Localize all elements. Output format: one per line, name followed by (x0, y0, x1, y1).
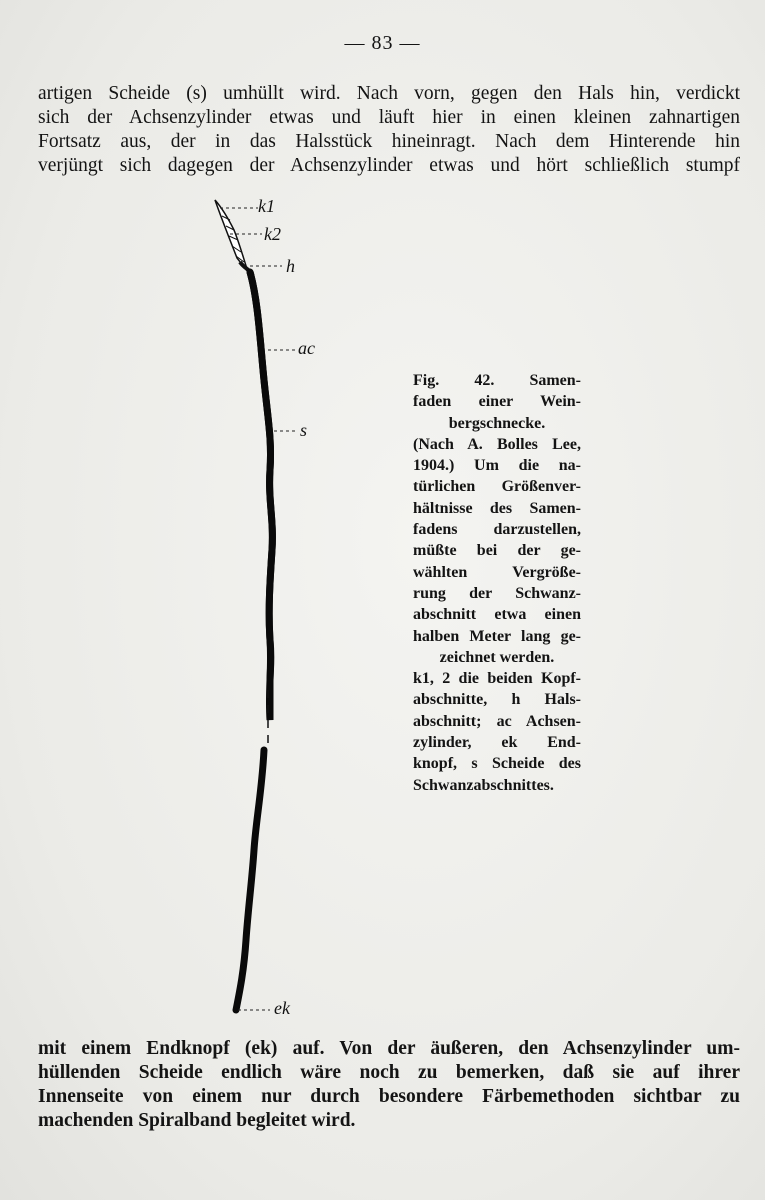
caption-line: Fig. 42. Samen- (413, 372, 581, 389)
caption-line: abschnitt; ac Achsen- (413, 712, 581, 730)
label-k1: k1 (258, 196, 275, 216)
caption-line: zeichnet werden. (439, 648, 555, 666)
caption-line: müßte bei der ge- (413, 542, 581, 560)
text-line: artigen Scheide (s) umhüllt wird. Nach vorn, gegen den Hals hin, verdickt (38, 83, 740, 104)
sperm-drawing (200, 190, 360, 1025)
caption-line: zylinder, ek End- (413, 734, 581, 752)
label-h: h (286, 256, 295, 276)
figure-caption (413, 370, 581, 796)
caption-line: fadens darzustellen, (413, 521, 581, 539)
text-line: Fortsatz aus, der in das Halsstück hineinragt. Nach dem Hinterende hin (38, 131, 740, 152)
caption-line: halben Meter lang ge- (413, 627, 581, 645)
label-ek: ek (274, 998, 290, 1018)
text-line: machenden Spiralband begleitet wird. (38, 1110, 356, 1131)
paragraph-top (38, 82, 740, 178)
caption-line: 1904.) Um die na- (413, 457, 581, 475)
page-number: — 83 — (344, 32, 421, 54)
caption-line: k1, 2 die beiden Kopf- (413, 670, 581, 688)
caption-line: türlichen Größenver- (413, 478, 581, 496)
caption-line: (Nach A. Bolles Lee, (413, 435, 581, 453)
text-line: verjüngt sich dagegen der Achsenzylinder etwas und hört schließlich stumpf (38, 155, 740, 176)
label-k2: k2 (264, 224, 281, 244)
label-s: s (300, 420, 308, 440)
caption-line: rung der Schwanz- (413, 584, 581, 602)
text-line: hüllenden Scheide endlich wäre noch zu bemerken, daß sie auf ihrer (38, 1062, 740, 1083)
caption-line: faden einer Wein- (413, 393, 581, 411)
caption-line: wählten Vergröße- (413, 563, 581, 581)
text-line: sich der Achsenzylinder etwas und läuft hier in einen kleinen zahnartigen (38, 107, 740, 128)
sperm-figure (200, 190, 360, 1025)
caption-line: knopf, s Scheide des (413, 755, 581, 773)
text-line: Innenseite von einem nur durch besondere Färbemethoden sichtbar zu (38, 1086, 740, 1107)
text-line: mit einem Endknopf (ek) auf. Von der äußeren, den Achsenzylinder um- (38, 1038, 740, 1059)
caption-line: abschnitt etwa einen (413, 606, 581, 624)
caption-line: abschnitte, h Hals- (413, 691, 581, 709)
caption-line: hältnisse des Samen- (413, 499, 581, 517)
label-ac: ac (298, 338, 315, 358)
paragraph-bottom (38, 1037, 740, 1133)
caption-line: Schwanzabschnittes. (413, 776, 554, 794)
caption-line: bergschnecke. (448, 414, 546, 432)
